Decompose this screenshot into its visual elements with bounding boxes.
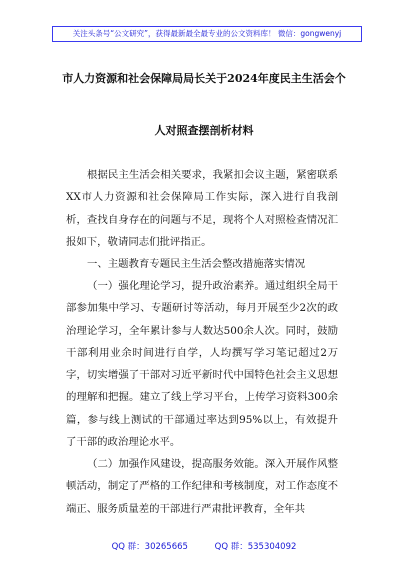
section-heading: 一、主题教育专题民主生活会整改措施落实情况 xyxy=(87,258,306,270)
footer-contact xyxy=(0,540,408,552)
body-paragraph-2: （二）加强作风建设，提高服务效能。深入开展作风整顿活动，制定了严格的工作纪律和考核制度，对工作态度不端正、服务质量差的干部进行严肃批评教育，全年共 xyxy=(66,458,338,515)
footer-qq-group-1: QQ 群：30265665 xyxy=(111,542,188,552)
document-title-line-1: 市人力资源和社会保障局局长关于2024年度民主生活会个 xyxy=(62,72,346,85)
intro-paragraph: 根据民主生活会相关要求，我紧扣会议主题，紧密联系XX市人力资源和社会保障局工作实际，深入进行自我剖析，查找自身存在的问题与不足，现将个人对照检查情况汇报如下，敬请同志们批评指正。 xyxy=(66,169,338,248)
body-paragraph-1: （一）强化理论学习，提升政治素养。通过组织全局干部参加集中学习、专题研讨等活动，每月开展至少2次的政治理论学习，全年累计参与人数达500余人次。同时，鼓励干部利用业余时间进行自学，人均撰写学习笔记超过2万字，切实增强了干部对习近平新时代中国特色社会主义思想的理解和把握。建立了线上学习平台，上传学习资料300余篇，参与线上测试的干部通过率达到95%以上，有效提升了干部的政治理论水平。 xyxy=(66,280,338,449)
header-banner: 关注头条号“公文研究”，获得最新最全最专业的公文资料库！ 微信：gongwenyj xyxy=(52,26,362,42)
footer-qq-group-2: QQ 群：535304092 xyxy=(214,542,297,552)
document-title-line-2: 人对照查摆剖析材料 xyxy=(154,124,254,137)
